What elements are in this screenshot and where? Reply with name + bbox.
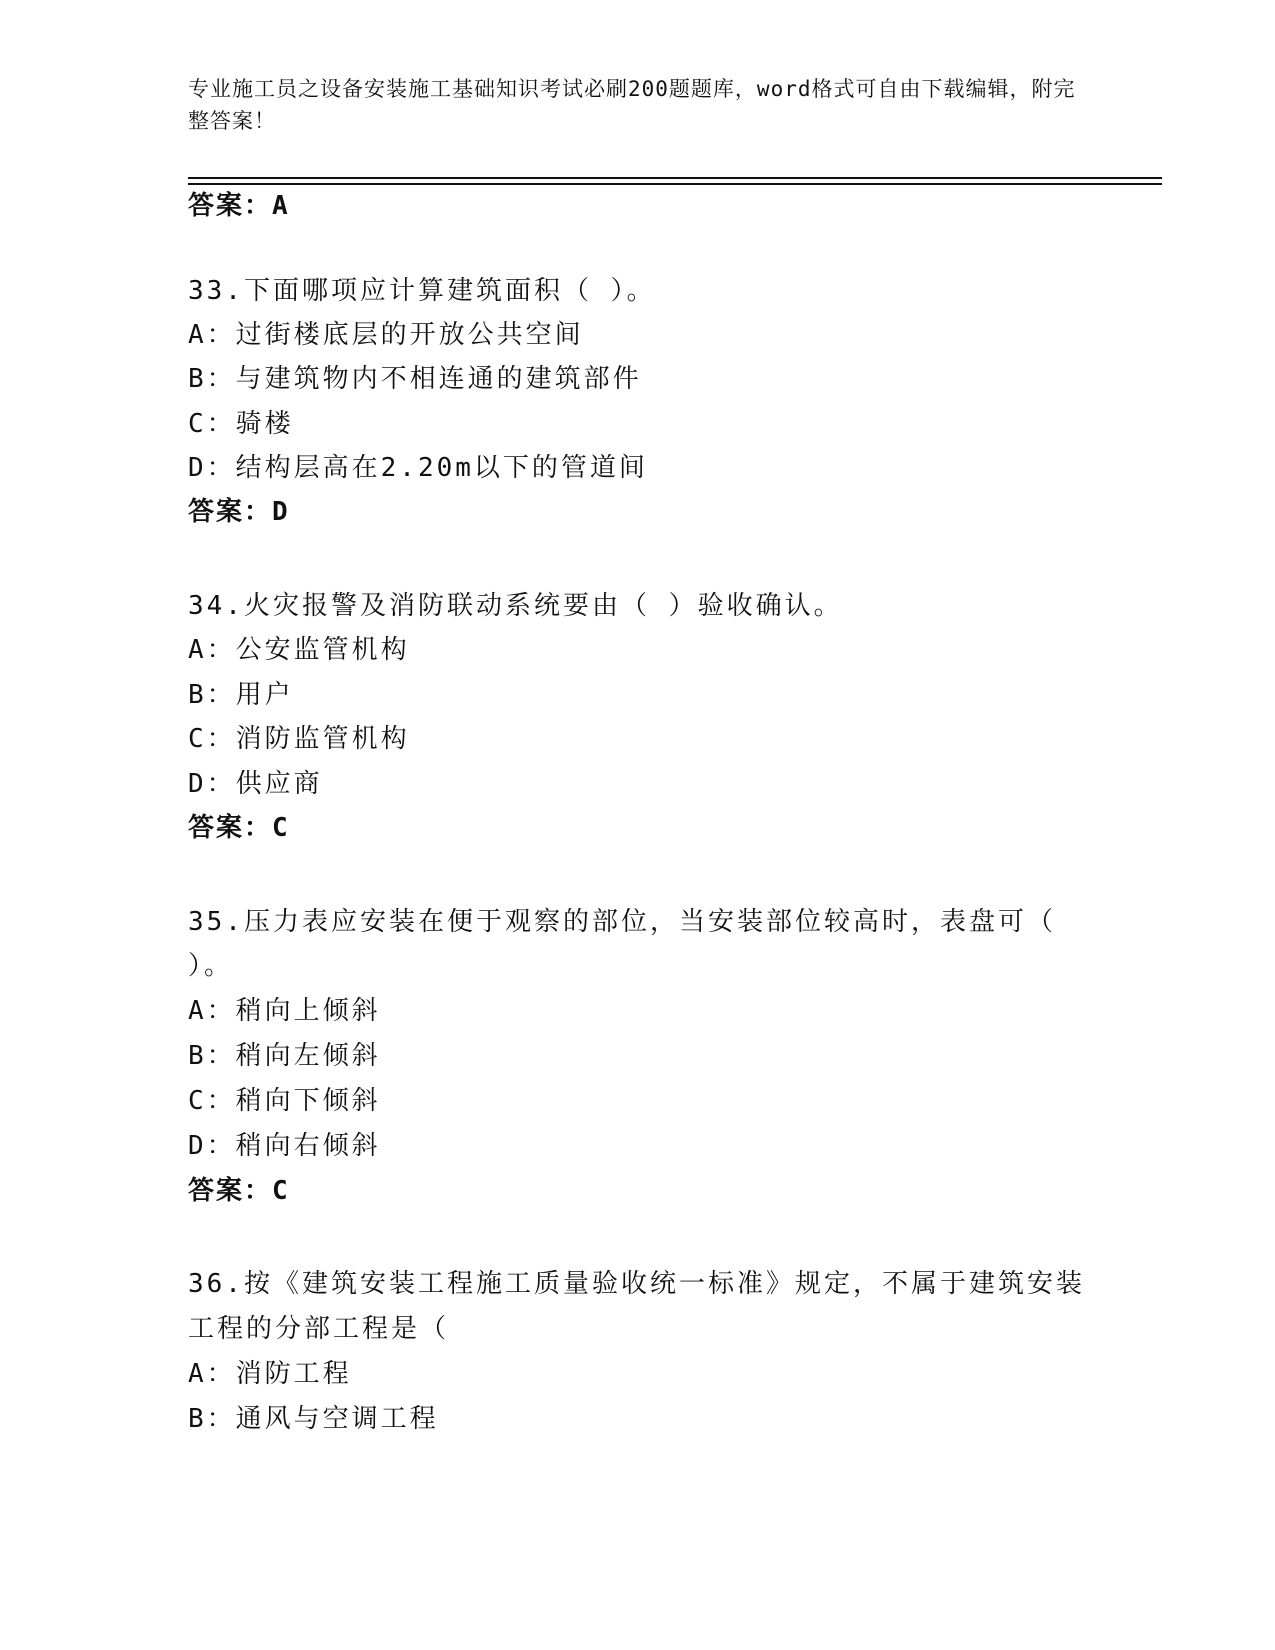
question-34-stem: 34.火灾报警及消防联动系统要由（ ）验收确认。 — [188, 591, 843, 621]
answer-line: 答案：A — [188, 191, 290, 221]
question-34-answer: 答案：C — [188, 813, 290, 843]
question-35-option-a: A：稍向上倾斜 — [188, 996, 381, 1026]
question-36-stem-line-2: 工程的分部工程是（ — [188, 1314, 450, 1344]
header-rule-top — [188, 177, 1162, 179]
question-36-option-a: A：消防工程 — [188, 1359, 352, 1389]
question-35-option-b: B：稍向左倾斜 — [188, 1041, 381, 1071]
question-35-option-c: C：稍向下倾斜 — [188, 1086, 381, 1116]
question-36-option-b: B：通风与空调工程 — [188, 1404, 439, 1434]
question-35-option-d: D：稍向右倾斜 — [188, 1131, 381, 1161]
question-35-stem-line-2: ）。 — [188, 951, 234, 981]
question-34-option-b: B：用户 — [188, 680, 294, 710]
question-34-option-d: D：供应商 — [188, 769, 323, 799]
question-33-option-c: C：骑楼 — [188, 409, 294, 439]
question-33-stem: 33.下面哪项应计算建筑面积（ ）。 — [188, 276, 656, 306]
question-34-option-c: C：消防监管机构 — [188, 724, 410, 754]
question-36-stem-line-1: 36.按《建筑安装工程施工质量验收统一标准》规定，不属于建筑安装 — [188, 1269, 1085, 1299]
question-33-option-b: B：与建筑物内不相连通的建筑部件 — [188, 364, 642, 394]
question-35-answer: 答案：C — [188, 1176, 290, 1206]
question-34-option-a: A：公安监管机构 — [188, 635, 410, 665]
document-header: 专业施工员之设备安装施工基础知识考试必刷200题题库，word格式可自由下载编辑，附完整答案！ — [188, 77, 1076, 133]
question-33-answer: 答案：D — [188, 497, 290, 527]
header-rule-bottom — [188, 183, 1162, 185]
question-35-stem-line-1: 35.压力表应安装在便于观察的部位，当安装部位较高时，表盘可（ — [188, 907, 1056, 937]
question-33-option-a: A：过街楼底层的开放公共空间 — [188, 320, 584, 350]
question-33-option-d: D：结构层高在2.20m以下的管道间 — [188, 453, 648, 483]
